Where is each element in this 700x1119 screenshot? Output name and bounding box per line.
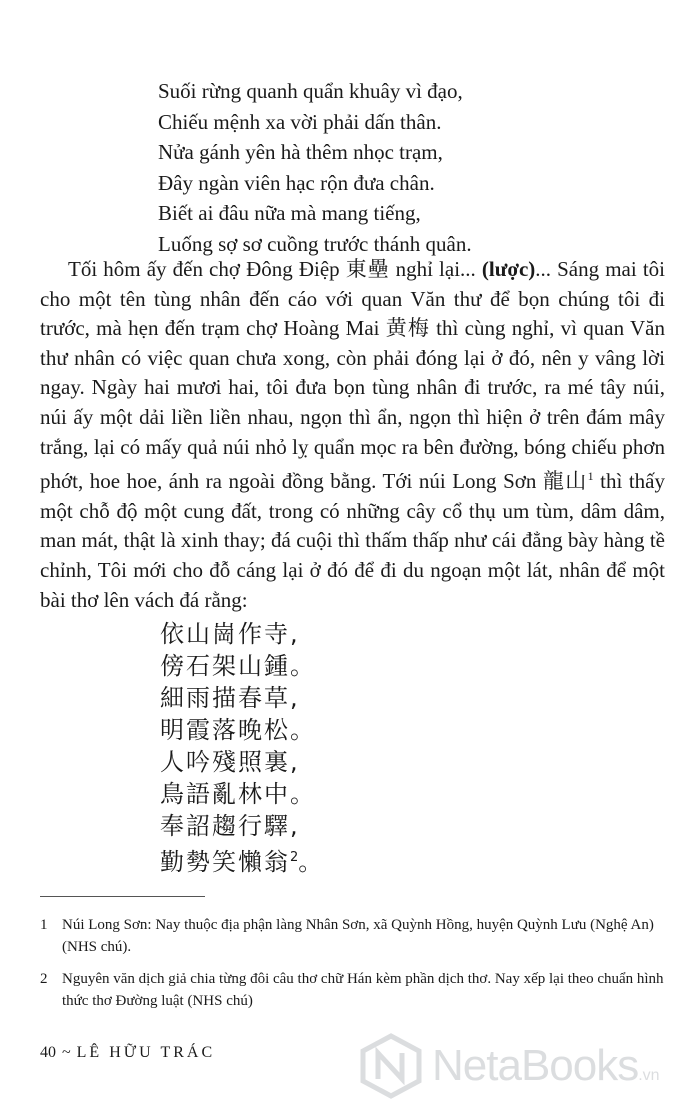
watermark: [358, 1033, 660, 1099]
poem-line: Suối rừng quanh quẩn khuây vì đạo,: [158, 79, 463, 103]
author-name: LÊ HỮU TRÁC: [76, 1044, 216, 1061]
poem-line: Nửa gánh yên hà thêm nhọc trạm,: [158, 140, 443, 164]
han-poem-line: 人吟殘照裏,: [160, 748, 300, 776]
poem-line: Đây ngàn viên hạc rộn đưa chân.: [158, 170, 435, 195]
chinese-poem: [160, 618, 324, 874]
page-footer: [40, 1044, 215, 1062]
footnote-number: 2: [40, 971, 48, 987]
footer-separator: ~: [62, 1044, 71, 1061]
watermark-brand: NetaBooks: [432, 1041, 639, 1090]
vietnamese-poem: [158, 76, 472, 259]
watermark-suffix: .vn: [638, 1067, 660, 1084]
han-poem-line: 細雨描春草,: [160, 684, 300, 712]
han-poem-punct: 。: [298, 848, 325, 876]
han-poem-line: 依山崗作寺,: [160, 620, 300, 648]
han-poem-line: 傍石架山鍾。: [160, 652, 316, 680]
han-poem-line-last: [160, 842, 324, 874]
watermark-text: [432, 1041, 660, 1091]
footnote-text: Núi Long Sơn: Nay thuộc địa phận làng Nhân Sơn, xã Quỳnh Hồng, huyện Quỳnh Lưu (Nghệ An) (NHS chú).: [62, 917, 654, 955]
han-poem-line: 鳥語亂林中。: [160, 780, 316, 808]
paragraph-text: thì thấy một chỗ độ một cung đất, trong có những cây cổ thụ um tùm, dâm dâm, man mát, thật là xinh thay; đá cuội thì thấm thấp như cái đẳng bày hàng tề chỉnh, Tôi mới cho đỗ cáng lại ở đó để đi du ngoạn một lát, nhân để một bài thơ lên vách đá rằng:: [40, 469, 665, 612]
omitted-marker: (lược): [481, 257, 536, 281]
footnote-text: Nguyên văn dịch giả chia từng đôi câu thơ chữ Hán kèm phần dịch thơ. Nay xếp lại theo chuẩn hình thức thơ Đường luật (NHS chú): [62, 971, 664, 1009]
han-poem-line: 奉詔趨行驛,: [160, 812, 300, 840]
footnote-divider: [40, 896, 205, 897]
paragraph-text: ... Sáng mai tôi cho một tên tùng nhân đến cáo với quan Văn thư để bọn chúng tôi đi trước, mà hẹn đến trạm chợ Hoàng Mai 黄梅 thì cùng nghỉ, vì quan Văn thư nhân có việc quan chưa xong, còn phải đóng lại ở đó, nên y vâng lời ngay. Ngày hai mươi hai, tôi đưa bọn tùng nhân đi trước, ra mé tây núi, núi ấy một dải liền liền nhau, ngọn thì ẩn, ngọn thì hiện ở trên đám mây trắng, lại có mấy quả núi nhỏ lỵ quẩn mọc ra bên đường, bóng chiếu phơn phớt, hoe hoe, ánh ra ngoài đồng bằng. Tới núi Long Sơn 龍山: [40, 257, 665, 494]
poem-line: Luống sợ sơ cuồng trước thánh quân.: [158, 231, 472, 256]
body-paragraph: [40, 255, 665, 615]
footnote-reference: 1: [587, 469, 594, 484]
footnote-reference: 2: [290, 850, 299, 865]
footnote: [40, 914, 665, 958]
han-poem-line: 明霞落晚松。: [160, 716, 316, 744]
footnote: [40, 968, 665, 1012]
paragraph-text: Tối hôm ấy đến chợ Đông Điệp 東壘 nghỉ lại...: [68, 257, 482, 281]
poem-line: Chiếu mệnh xa vời phải dấn thân.: [158, 109, 442, 134]
netabooks-logo-icon: [358, 1033, 424, 1099]
poem-line: Biết ai đâu nữa mà mang tiếng,: [158, 201, 421, 225]
footnote-number: 1: [40, 917, 48, 933]
han-poem-text: 勤勢笑懶翁: [160, 848, 290, 876]
footnotes: [40, 914, 665, 1022]
page-number: 40: [40, 1044, 56, 1061]
